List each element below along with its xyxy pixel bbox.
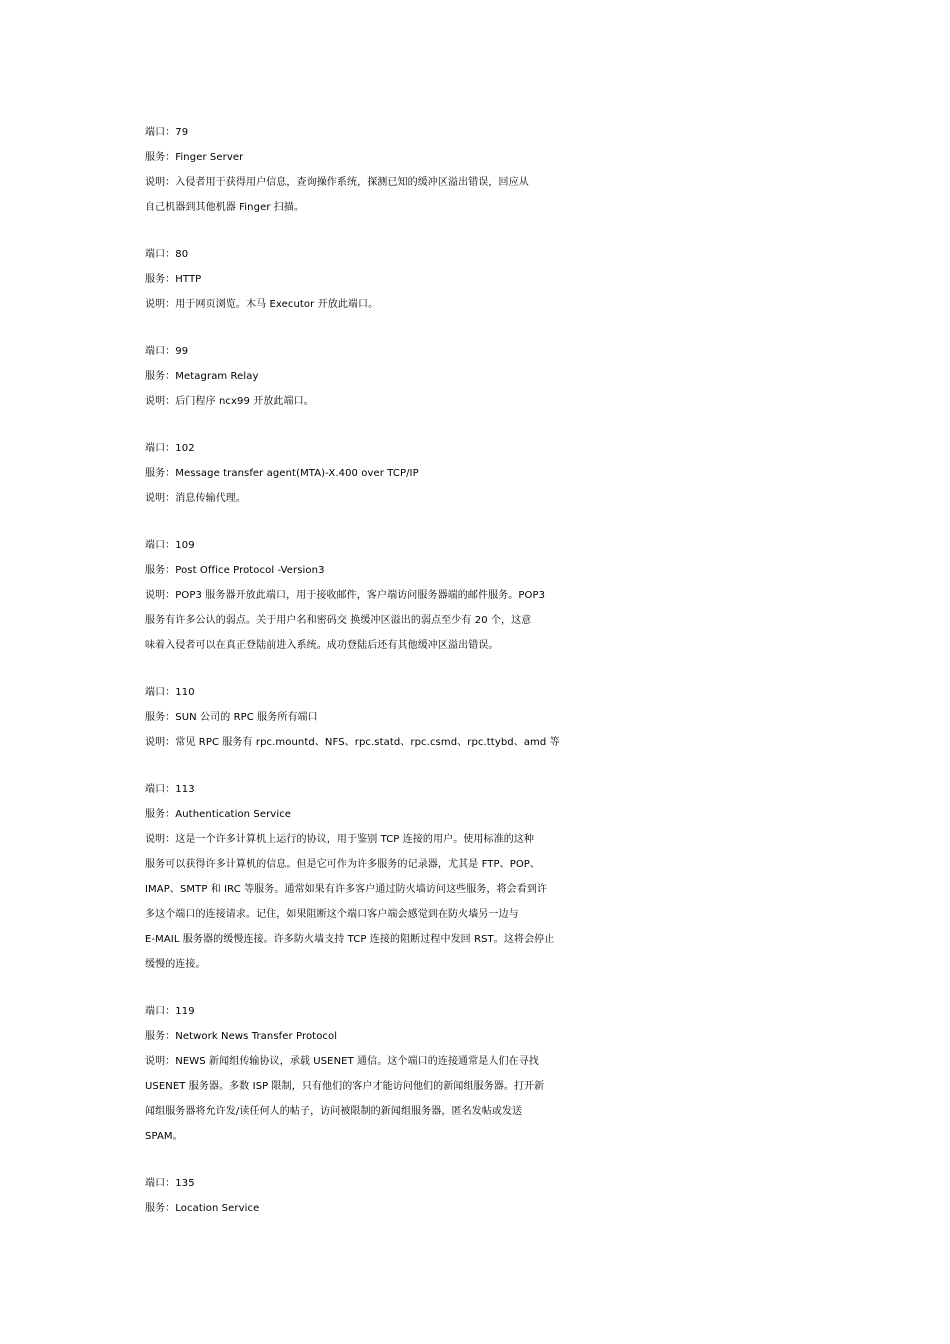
port-79-label: 端口：79: [145, 127, 189, 138]
port-102-desc-line-1: 说明：消息传输代理。: [145, 493, 246, 504]
port-113-desc-line-1: 说明：这是一个许多计算机上运行的协议，用于鉴别 TCP 连接的用户。使用标准的这种: [145, 834, 534, 845]
port-99-service: 服务：Metagram Relay: [145, 371, 259, 382]
port-119-label: 端口：119: [145, 1006, 195, 1017]
port-110-desc-line-1: 说明：常见 RPC 服务有 rpc.mountd、NFS、rpc.statd、rpc.csmd、rpc.ttybd、amd 等: [145, 737, 560, 748]
port-110-service: 服务：SUN 公司的 RPC 服务所有端口: [145, 712, 318, 723]
port-109-label: 端口：109: [145, 540, 195, 551]
port-109-service: 服务：Post Office Protocol -Version3: [145, 565, 325, 576]
port-80-label: 端口：80: [145, 249, 189, 260]
port-79-service: 服务：Finger Server: [145, 152, 244, 163]
port-113-desc-line-5: E-MAIL 服务器的缓慢连接。许多防火墙支持 TCP 连接的阻断过程中发回 RST。这将会停止: [145, 934, 555, 945]
port-110-label: 端口：110: [145, 687, 195, 698]
port-109-desc-line-1: 说明：POP3 服务器开放此端口，用于接收邮件，客户端访问服务器端的邮件服务。POP3: [145, 590, 546, 601]
port-113-desc-line-4: 多这个端口的连接请求。记住，如果阻断这个端口客户端会感觉到在防火墙另一边与: [145, 909, 519, 920]
port-80-desc-line-1: 说明：用于网页浏览。木马 Executor 开放此端口。: [145, 299, 379, 310]
port-99-desc-line-1: 说明：后门程序 ncx99 开放此端口。: [145, 396, 314, 407]
port-113-service: 服务：Authentication Service: [145, 809, 292, 820]
port-119-desc-line-1: 说明：NEWS 新闻组传输协议，承载 USENET 通信。这个端口的连接通常是人们在寻找: [145, 1056, 539, 1067]
port-119-desc-line-4: SPAM。: [145, 1131, 183, 1142]
port-113-desc-line-6: 缓慢的连接。: [145, 959, 206, 970]
port-113-desc-line-2: 服务可以获得许多计算机的信息。但是它可作为许多服务的记录器，尤其是 FTP、POP、: [145, 859, 541, 870]
port-119-service: 服务：Network News Transfer Protocol: [145, 1031, 338, 1042]
port-119-desc-line-2: USENET 服务器。多数 ISP 限制，只有他们的客户才能访问他们的新闻组服务器。打开新: [145, 1081, 545, 1092]
port-79-desc-line-2: 自己机器到其他机器 Finger 扫描。: [145, 202, 305, 213]
port-113-label: 端口：113: [145, 784, 195, 795]
port-102-service: 服务：Message transfer agent(MTA)-X.400 over TCP/IP: [145, 468, 419, 479]
port-109-desc-line-3: 味着入侵者可以在真正登陆前进入系统。成功登陆后还有其他缓冲区溢出错误。: [145, 640, 499, 651]
port-135-label: 端口：135: [145, 1178, 195, 1189]
port-135-service: 服务：Location Service: [145, 1203, 260, 1214]
port-102-label: 端口：102: [145, 443, 195, 454]
port-119-desc-line-3: 闻组服务器将允许发/读任何人的帖子，访问被限制的新闻组服务器，匿名发帖或发送: [145, 1106, 523, 1117]
port-99-label: 端口：99: [145, 346, 189, 357]
port-80-service: 服务：HTTP: [145, 274, 202, 285]
port-79-desc-line-1: 说明：入侵者用于获得用户信息，查询操作系统，探测已知的缓冲区溢出错误，回应从: [145, 177, 529, 188]
port-109-desc-line-2: 服务有许多公认的弱点。关于用户名和密码交 换缓冲区溢出的弱点至少有 20 个，这意: [145, 615, 532, 626]
port-113-desc-line-3: IMAP、SMTP 和 IRC 等服务。通常如果有许多客户通过防火墙访问这些服务，将会看到许: [145, 884, 548, 895]
